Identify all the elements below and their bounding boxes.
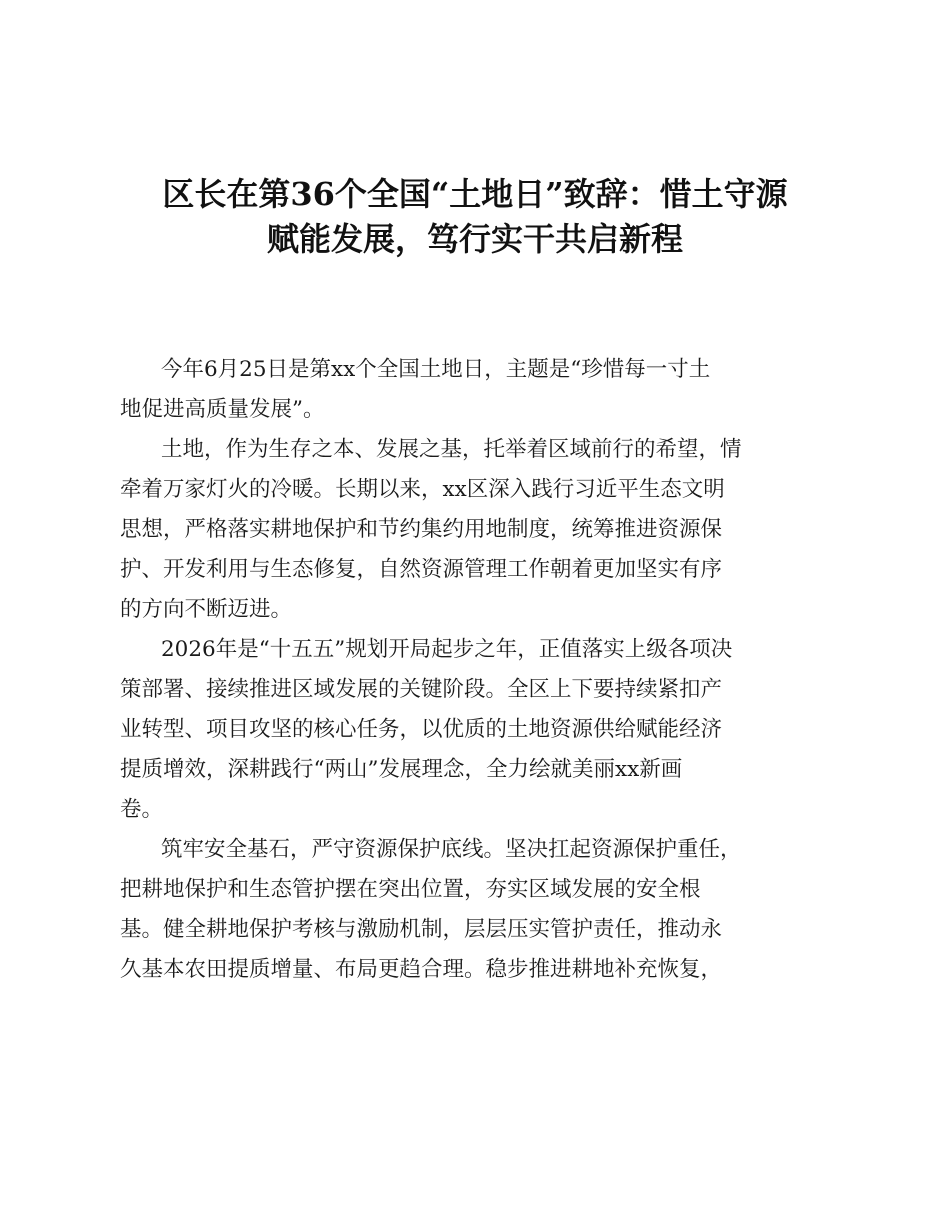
paragraph-1 bbox=[120, 350, 860, 430]
text-line: 卷。 bbox=[120, 797, 164, 822]
text-line: 策部署、接续推进区域发展的关键阶段。全区上下要持续紧扣产 bbox=[120, 677, 723, 702]
document-body bbox=[120, 350, 860, 990]
text-line: 护、开发利用与生态修复，自然资源管理工作朝着更加坚实有序 bbox=[120, 557, 723, 582]
paragraph-3 bbox=[120, 630, 860, 830]
title-line-1: 区长在第36个全国“土地日”致辞：惜土守源 bbox=[162, 175, 788, 213]
text-line: 基。健全耕地保护考核与激励机制，层层压实管护责任，推动永 bbox=[120, 917, 723, 942]
text-line: 的方向不断迈进。 bbox=[120, 597, 293, 622]
text-line: 今年6月25日是第xx个全国土地日，主题是“珍惜每一寸土 bbox=[161, 357, 711, 382]
text-line: 提质增效，深耕践行“两山”发展理念，全力绘就美丽xx新画 bbox=[120, 757, 683, 782]
title-line-2: 赋能发展，笃行实干共启新程 bbox=[266, 220, 683, 258]
text-line: 筑牢安全基石，严守资源保护底线。坚决扛起资源保护重任， bbox=[161, 837, 742, 862]
text-line: 思想，严格落实耕地保护和节约集约用地制度，统筹推进资源保 bbox=[120, 517, 723, 542]
paragraph-4 bbox=[120, 830, 860, 990]
text-line: 2026年是“十五五”规划开局起步之年，正值落实上级各项决 bbox=[161, 637, 733, 662]
text-line: 土地，作为生存之本、发展之基，托举着区域前行的希望，情 bbox=[161, 437, 742, 462]
text-line: 把耕地保护和生态管护摆在突出位置，夯实区域发展的安全根 bbox=[120, 877, 701, 902]
text-line: 久基本农田提质增量、布局更趋合理。稳步推进耕地补充恢复， bbox=[120, 957, 723, 982]
document-title bbox=[100, 172, 850, 262]
text-line: 业转型、项目攻坚的核心任务，以优质的土地资源供给赋能经济 bbox=[120, 717, 723, 742]
text-line: 牵着万家灯火的冷暖。长期以来，xx区深入践行习近平生态文明 bbox=[120, 477, 725, 502]
paragraph-2 bbox=[120, 430, 860, 630]
text-line: 地促进高质量发展”。 bbox=[120, 397, 325, 422]
